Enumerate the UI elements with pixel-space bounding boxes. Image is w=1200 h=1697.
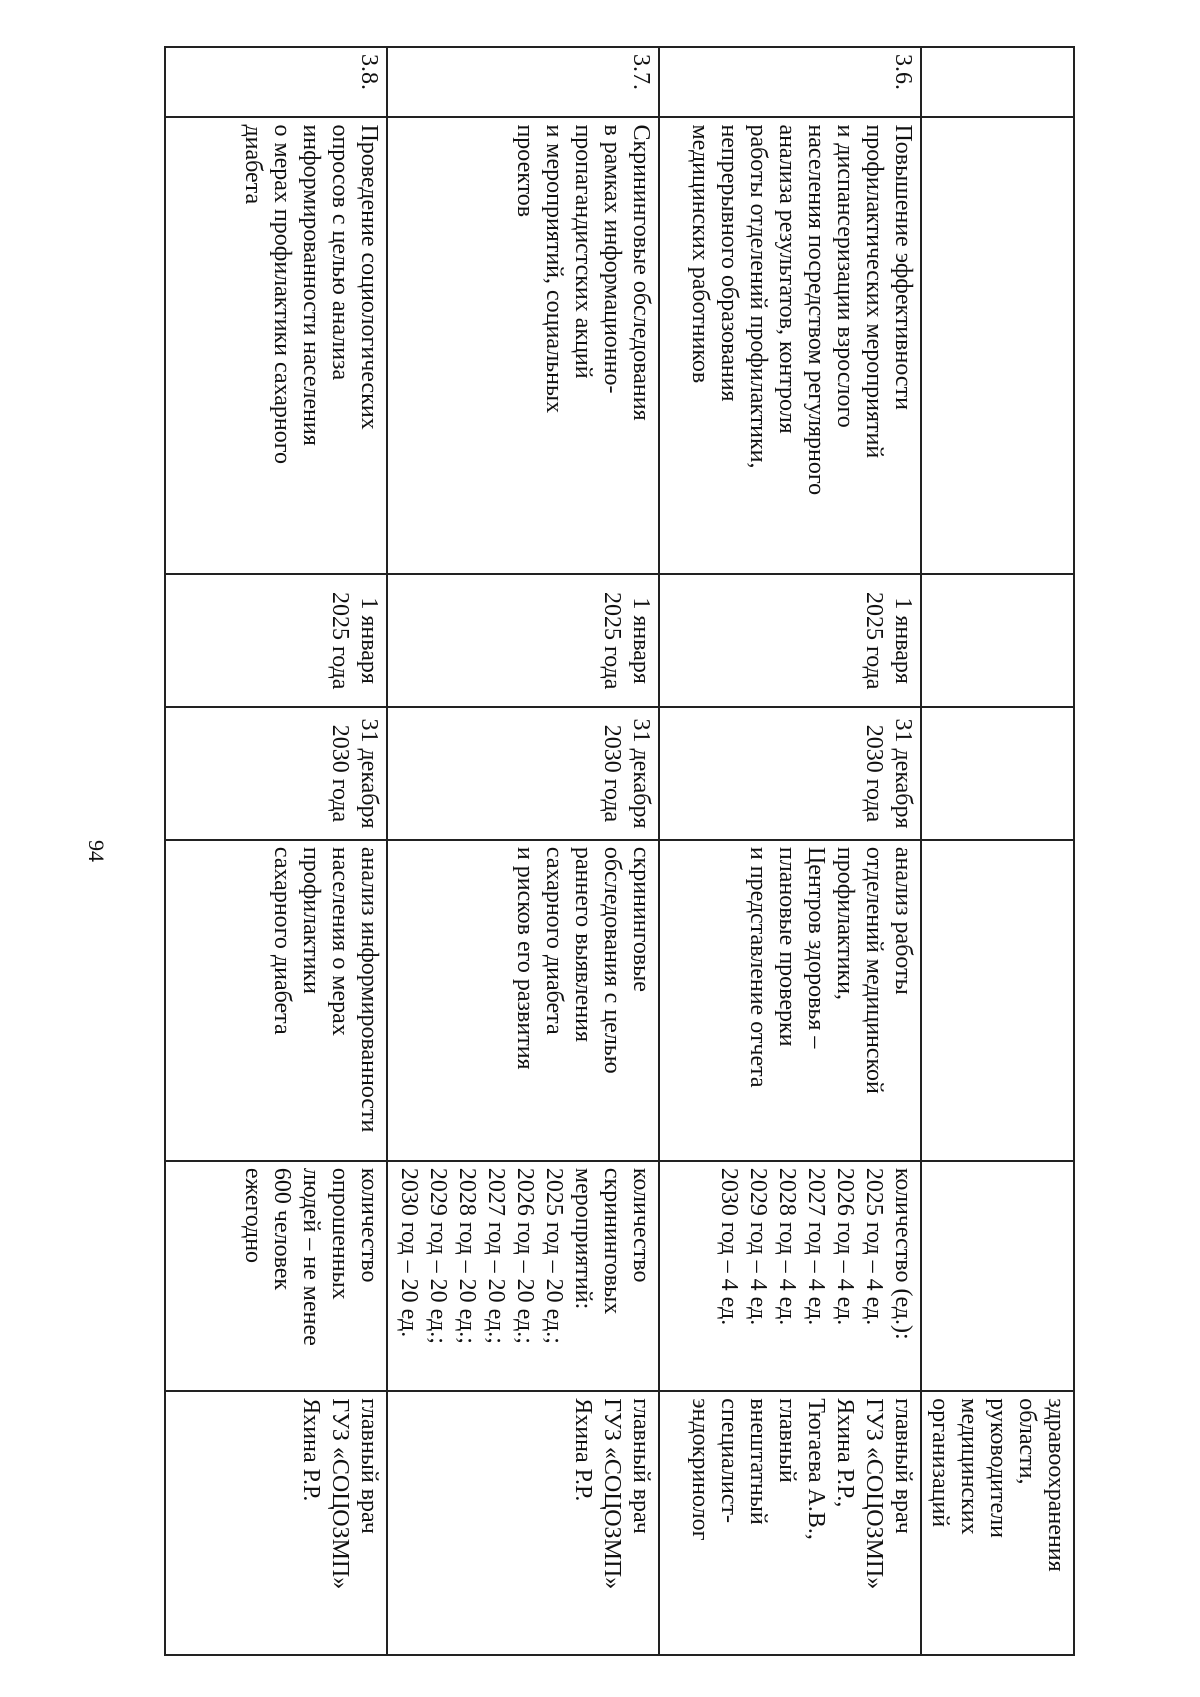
- cell-start-date: 1 января 2025 года: [387, 574, 659, 707]
- cell-number: 3.7.: [387, 47, 659, 117]
- measures-table: [164, 46, 1075, 1656]
- cell-measure-name: Проведение социологических опросов с целью анализа информированности населения о мерах профилактики сахарного диабета: [165, 117, 387, 574]
- cell-end-date: 31 декабря 2030 года: [165, 707, 387, 840]
- cell-end-date: 31 декабря 2030 года: [659, 707, 921, 840]
- cell-result: [921, 840, 1074, 1161]
- cell-result: анализ информированности населения о мерах профилактики сахарного диабета: [165, 840, 387, 1161]
- cell-indicator: количество скрининговых мероприятий: 2025 год – 20 ед.; 2026 год – 20 ед.; 2027 год – 20 ед.; 2028 год – 20 ед.; 2029 год – 20 ед.; 2030 год – 20 ед.: [387, 1161, 659, 1391]
- cell-measure-name: Повышение эффективности профилактических мероприятий и диспансеризации взрослого населения посредством регулярного анализа результатов, контроля работы отделений профилактики, непрерывного образования медицинских работников: [659, 117, 921, 574]
- cell-responsible: здравоохранения области, руководители медицинских организаций: [921, 1391, 1074, 1655]
- cell-start-date: 1 января 2025 года: [165, 574, 387, 707]
- rotated-table-container: [175, 46, 1075, 1656]
- cell-start-date: 1 января 2025 года: [659, 574, 921, 707]
- cell-responsible: главный врач ГУЗ «СОЦОЗМП» Яхина Р.Р.: [165, 1391, 387, 1655]
- cell-number: [921, 47, 1074, 117]
- cell-indicator: количество опрошенных людей – не менее 600 человек ежегодно: [165, 1161, 387, 1391]
- cell-responsible: главный врач ГУЗ «СОЦОЗМП» Яхина Р.Р., Тюгаева А.В., главный внештатный специалист- эндокринолог: [659, 1391, 921, 1655]
- table-row: [659, 47, 921, 1655]
- cell-measure-name: [921, 117, 1074, 574]
- table-row: [921, 47, 1074, 1655]
- cell-number: 3.8.: [165, 47, 387, 117]
- cell-number: 3.6.: [659, 47, 921, 117]
- cell-measure-name: Скрининговые обследования в рамках информационно- пропагандистских акций и мероприятий, социальных проектов: [387, 117, 659, 574]
- table-row: [165, 47, 387, 1655]
- cell-indicator: [921, 1161, 1074, 1391]
- cell-responsible: главный врач ГУЗ «СОЦОЗМП» Яхина Р.Р.: [387, 1391, 659, 1655]
- cell-end-date: [921, 707, 1074, 840]
- cell-end-date: 31 декабря 2030 года: [387, 707, 659, 840]
- table-row: [387, 47, 659, 1655]
- cell-start-date: [921, 574, 1074, 707]
- cell-result: анализ работы отделений медицинской профилактики, Центров здоровья – плановые проверки и представление отчета: [659, 840, 921, 1161]
- page-number: 94: [84, 840, 109, 862]
- cell-indicator: количество (ед.): 2025 год – 4 ед. 2026 год – 4 ед. 2027 год – 4 ед. 2028 год – 4 ед. 2029 год – 4 ед. 2030 год – 4 ед.: [659, 1161, 921, 1391]
- cell-result: скрининговые обследования с целью раннего выявления сахарного диабета и рисков его развития: [387, 840, 659, 1161]
